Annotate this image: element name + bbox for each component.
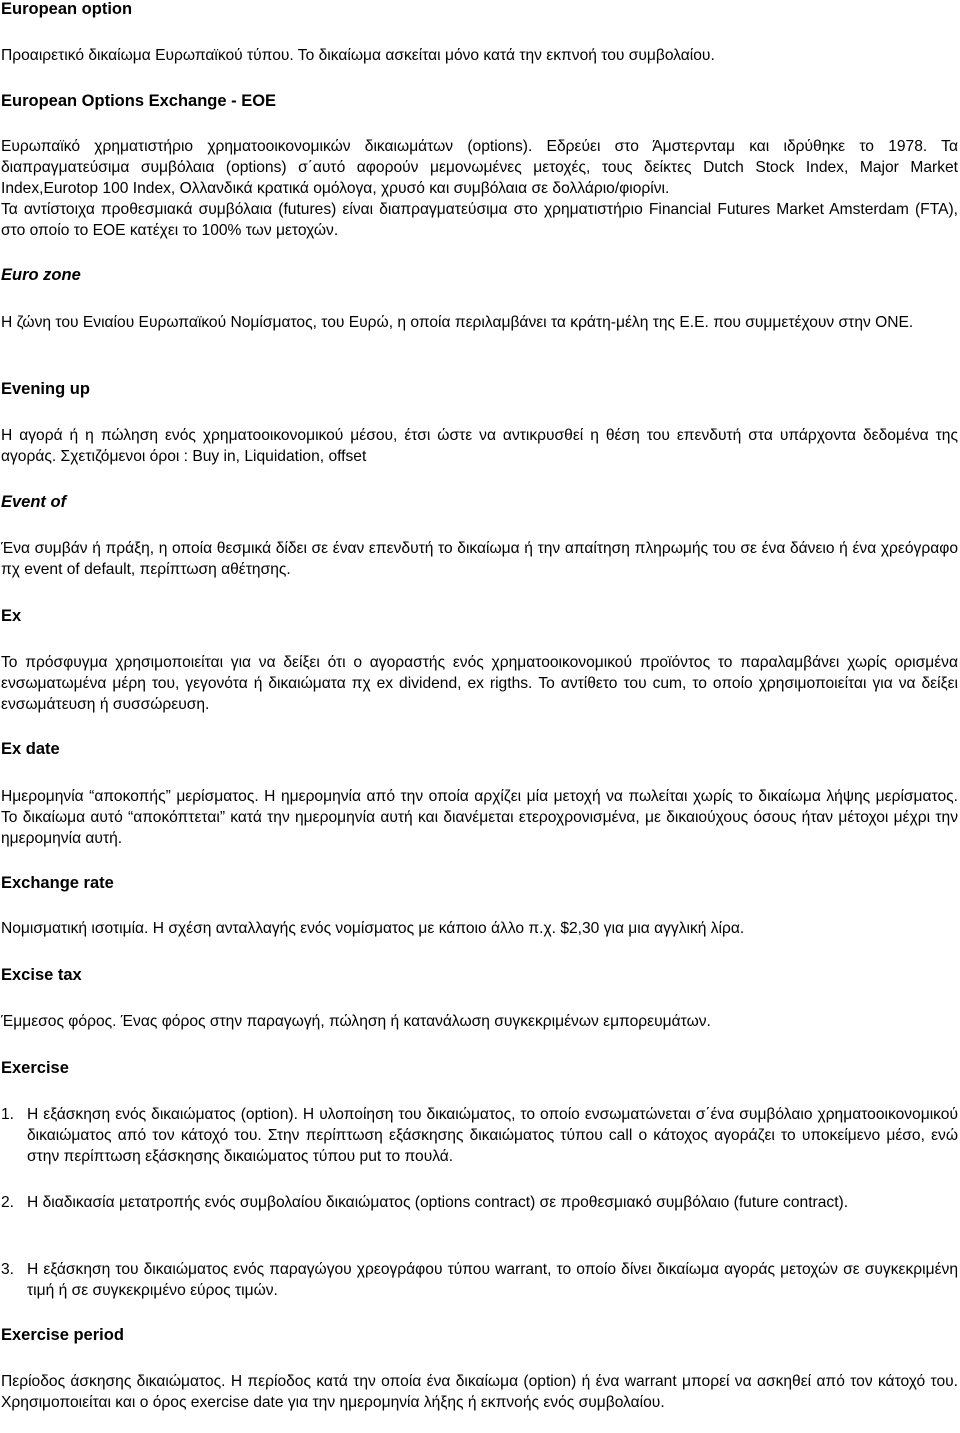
exercise-item-1-number: 1.: [1, 1106, 15, 1123]
term-evening-up: Evening up: [1, 380, 90, 398]
definition-eoe-paragraph-2: Τα αντίστοιχα προθεσμιακά συμβόλαια (futures) είναι διαπραγματεύσιμα στο χρηματιστήριο Financial Futures Market Amsterdam (FTA), στο οποίο το EOE κατέχει το 100% των μετοχών.: [1, 201, 958, 239]
term-exchange-rate: Exchange rate: [1, 874, 114, 892]
definition-excise-tax: Έμμεσος φόρος. Ένας φόρος στην παραγωγή, πώληση ή κατανάλωση συγκεκριμένων εμπορευμάτων.: [1, 1013, 711, 1030]
term-european-options-exchange: European Options Exchange - EOE: [1, 92, 277, 110]
term-european-option: European option: [1, 0, 133, 18]
exercise-item-2-number: 2.: [1, 1194, 15, 1211]
term-exercise: Exercise: [1, 1059, 69, 1077]
term-euro-zone: Euro zone: [1, 266, 81, 284]
exercise-item-3-number: 3.: [1, 1261, 15, 1278]
term-ex-date: Ex date: [1, 740, 60, 758]
term-excise-tax: Excise tax: [1, 966, 82, 984]
definition-euro-zone: Η ζώνη του Ενιαίου Ευρωπαϊκού Νομίσματος, του Ευρώ, η οποία περιλαμβάνει τα κράτη-μέλη της Ε.Ε. που συμμετέχουν στην ΟΝΕ.: [1, 314, 914, 331]
exercise-item-3-text: Η εξάσκηση του δικαιώματος ενός παραγώγου χρεογράφου τύπου warrant, το οποίο δίνει δικαίωμα αγοράς μετοχών σε συγκεκριμένη τιμή ή σε συγκεκριμένο εύρος τιμών.: [27, 1261, 958, 1299]
exercise-item-2-text: Η διαδικασία μετατροπής ενός συμβολαίου δικαιώματος (options contract) σε προθεσμιακό συμβόλαιο (future contract).: [27, 1194, 849, 1211]
term-ex: Ex: [1, 607, 22, 625]
exercise-item-1-text: Η εξάσκηση ενός δικαιώματος (option). Η υλοποίηση του δικαιώματος, το οποίο ενσωματώνεται σ΄ένα συμβόλαιο χρηματοοικονομικού δικαιώματος από τον κάτοχό του. Στην περίπτωση εξάσκησης δικαιώματος τύπου call ο κάτοχος αγοράζει το υποκείμενο μέσο, ενώ στην περίπτωση εξάσκησης δικαιώματος τύπου put το πουλά.: [27, 1106, 958, 1165]
exercise-item-2: [1, 1192, 958, 1213]
exercise-item-1: [1, 1104, 958, 1167]
definition-ex: Το πρόσφυγμα χρησιμοποιείται για να δείξει ότι ο αγοραστής ενός χρηματοοικονομικού προϊόντος το παραλαμβάνει χωρίς ορισμένα ενσωματωμένα μέρη του, γεγονότα ή δικαιώματα πχ ex dividend, ex rigths. Το αντίθετο του cum, το οποίο χρησιμοποιείται για να δείξει ενσωμάτευση ή συσσώρευση.: [1, 654, 958, 713]
definition-evening-up: Η αγορά ή η πώληση ενός χρηματοοικονομικού μέσου, έτσι ώστε να αντικρυσθεί η θέση του επενδυτή στα υπάρχοντα δεδομένα της αγοράς. Σχετιζόμενοι όροι : Buy in, Liquidation, offset: [1, 427, 958, 465]
definition-eoe-paragraph-1: Ευρωπαϊκό χρηματιστήριο χρηματοοικονομικών δικαιωμάτων (options). Εδρεύει στο Άμστερνταμ και ιδρύθηκε το 1978. Τα διαπραγματεύσιμα συμβόλαια (options) σ΄αυτό αφορούν μεμονωμένες μετοχές, τους δείκτες Dutch Stock Index, Major Market Index,Eurotop 100 Index, Ολλανδικά κρατικά ομόλογα, χρυσό και συμβόλαια σε δολλάριο/φιορίνι.: [1, 138, 958, 197]
definition-european-options-exchange: [1, 136, 958, 241]
definition-event-of: Ένα συμβάν ή πράξη, η οποία θεσμικά δίδει σε έναν επενδυτή το δικαίωμα ή την απαίτηση πληρωμής του σε ένα δάνειο ή ένα χρεόγραφο πχ event of default, περίπτωση αθέτησης.: [1, 540, 958, 578]
term-event-of: Event of: [1, 493, 67, 511]
definition-exchange-rate: Νομισματική ισοτιμία. Η σχέση ανταλλαγής ενός νομίσματος με κάποιο άλλο π.χ. $2,30 για μια αγγλική λίρα.: [1, 920, 745, 937]
term-exercise-period: Exercise period: [1, 1326, 124, 1344]
definition-exercise-period: Περίοδος άσκησης δικαιώματος. Η περίοδος κατά την οποία ένα δικαίωμα (option) ή ένα warrant μπορεί να ασκηθεί από τον κάτοχό του. Χρησιμοποιείται και ο όρος exercise date για την ημερομηνία λήξης ή εκπνοής ενός συμβολαίου.: [1, 1373, 958, 1411]
definition-european-option: Προαιρετικό δικαίωμα Ευρωπαϊκού τύπου. Το δικαίωμα ασκείται μόνο κατά την εκπνοή του συμβολαίου.: [1, 47, 715, 64]
definition-ex-date: Ημερομηνία “αποκοπής” μερίσματος. Η ημερομηνία από την οποία αρχίζει μία μετοχή να πωλείται χωρίς το δικαίωμα λήψης μερίσματος. Το δικαίωμα αυτό “αποκόπτεται” κατά την ημερομηνία αυτή και διανέμεται ετεροχρονισμένα, με δικαιούχους όσους ήταν μέτοχοι μέχρι την ημερομηνία αυτή.: [1, 788, 958, 847]
exercise-item-3: [1, 1259, 958, 1301]
